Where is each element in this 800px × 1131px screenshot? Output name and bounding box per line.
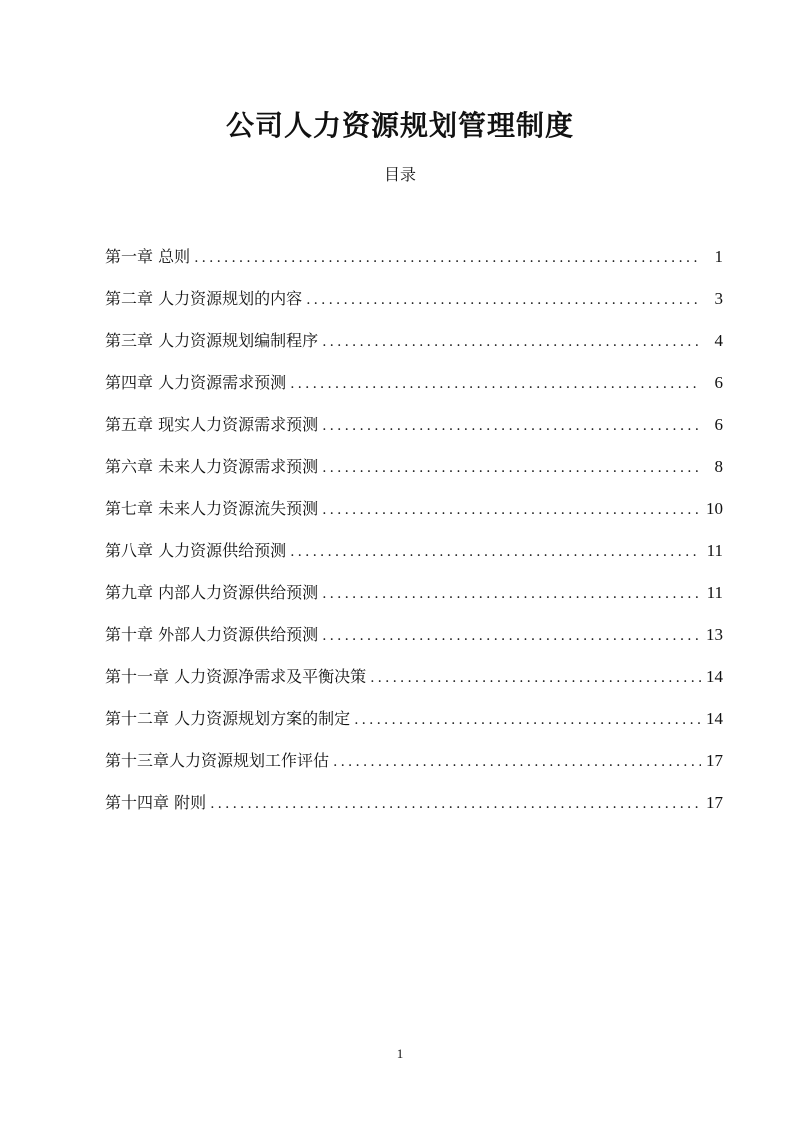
toc-entry-label: 第九章 内部人力资源供给预测 xyxy=(105,583,319,602)
toc-entry-label: 第七章 未来人力资源流失预测 xyxy=(105,499,319,518)
toc-entry-page: 6 xyxy=(714,373,723,392)
toc-entry-label: 第十二章 人力资源规划方案的制定 xyxy=(105,709,351,728)
toc-entry-label: 第一章 总则 xyxy=(105,247,191,266)
toc-entry-chapter-6[interactable] xyxy=(105,454,723,496)
toc-entry-page: 17 xyxy=(706,751,723,770)
toc-entry-chapter-14[interactable] xyxy=(105,790,723,832)
toc-leader-dots xyxy=(333,754,701,770)
page-number: 1 xyxy=(396,1046,404,1061)
toc-entry-page: 14 xyxy=(706,709,723,728)
toc-heading: 目录 xyxy=(383,165,416,184)
toc-entry-label: 第三章 人力资源规划编制程序 xyxy=(105,331,319,350)
toc-entry-chapter-4[interactable] xyxy=(105,370,723,412)
toc-leader-dots xyxy=(322,334,701,350)
toc-leader-dots xyxy=(210,796,701,812)
toc-leader-dots xyxy=(370,670,701,686)
toc-entry-chapter-12[interactable] xyxy=(105,706,723,748)
toc-leader-dots xyxy=(290,376,701,392)
toc-entry-chapter-11[interactable] xyxy=(105,664,723,706)
toc-entry-page: 6 xyxy=(714,415,723,434)
toc-leader-dots xyxy=(290,544,701,560)
toc-entry-chapter-13[interactable] xyxy=(105,748,723,790)
toc-entry-page: 13 xyxy=(706,625,723,644)
toc-leader-dots xyxy=(322,502,701,518)
toc-entry-chapter-3[interactable] xyxy=(105,328,723,370)
toc-leader-dots xyxy=(322,460,701,476)
toc-entry-label: 第十四章 附则 xyxy=(105,793,207,812)
toc-leader-dots xyxy=(322,418,701,434)
toc-leader-dots xyxy=(322,586,701,602)
toc-entry-chapter-8[interactable] xyxy=(105,538,723,580)
toc-entry-chapter-1[interactable] xyxy=(105,244,723,286)
toc-entry-chapter-7[interactable] xyxy=(105,496,723,538)
toc-leader-dots xyxy=(322,628,701,644)
toc-entry-chapter-9[interactable] xyxy=(105,580,723,622)
table-of-contents xyxy=(105,244,723,832)
document-title: 公司人力资源规划管理制度 xyxy=(225,109,574,142)
toc-entry-label: 第十章 外部人力资源供给预测 xyxy=(105,625,319,644)
toc-entry-page: 8 xyxy=(714,457,723,476)
toc-entry-page: 3 xyxy=(714,289,723,308)
toc-entry-label: 第四章 人力资源需求预测 xyxy=(105,373,287,392)
toc-entry-label: 第八章 人力资源供给预测 xyxy=(105,541,287,560)
toc-entry-label: 第十三章人力资源规划工作评估 xyxy=(105,751,330,770)
toc-entry-page: 17 xyxy=(706,793,723,812)
toc-entry-page: 4 xyxy=(714,331,723,350)
toc-entry-page: 11 xyxy=(706,541,723,560)
toc-entry-chapter-2[interactable] xyxy=(105,286,723,328)
toc-leader-dots xyxy=(306,292,701,308)
toc-entry-label: 第二章 人力资源规划的内容 xyxy=(105,289,303,308)
toc-entry-label: 第十一章 人力资源净需求及平衡决策 xyxy=(105,667,367,686)
toc-entry-label: 第六章 未来人力资源需求预测 xyxy=(105,457,319,476)
toc-entry-page: 1 xyxy=(714,247,723,266)
toc-leader-dots xyxy=(194,250,701,266)
toc-entry-page: 11 xyxy=(706,583,723,602)
toc-entry-label: 第五章 现实人力资源需求预测 xyxy=(105,415,319,434)
toc-entry-page: 14 xyxy=(706,667,723,686)
toc-entry-chapter-5[interactable] xyxy=(105,412,723,454)
toc-leader-dots xyxy=(354,712,701,728)
toc-entry-page: 10 xyxy=(706,499,723,518)
toc-entry-chapter-10[interactable] xyxy=(105,622,723,664)
